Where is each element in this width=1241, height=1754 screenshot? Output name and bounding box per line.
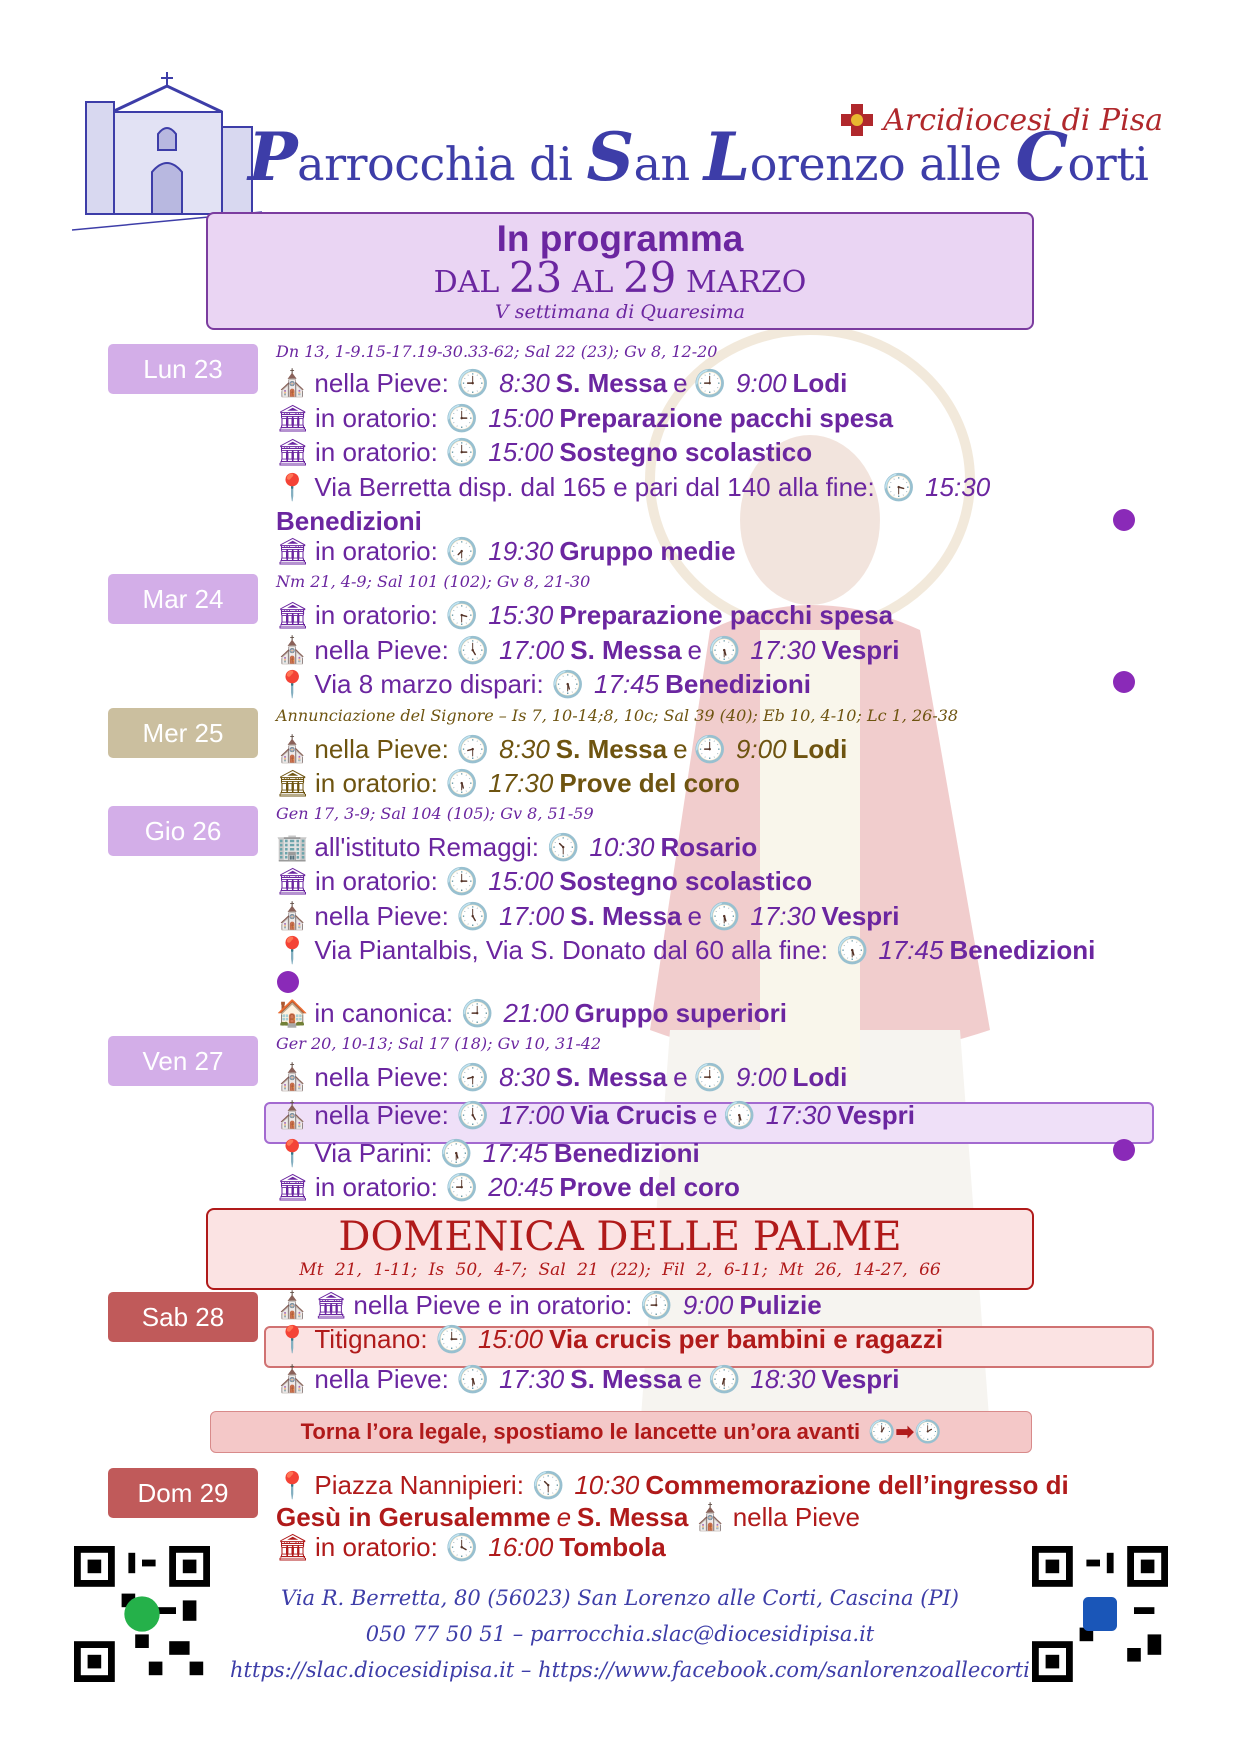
event-line: ⛪ nella Pieve: 🕘 8:30 S. Messa e 🕘 9:00 Lodi — [276, 368, 848, 398]
new-badge-icon — [1112, 670, 1136, 694]
event-line: ⛪ nella Pieve: 🕣 8:30 S. Messa e 🕘 9:00 Lodi — [276, 734, 848, 764]
day-badge: Mer 25 — [108, 708, 258, 758]
programma-title: In programma — [496, 218, 744, 259]
oratory-icon: 🏛 — [276, 768, 310, 798]
day-badge: Mar 24 — [108, 574, 258, 624]
clock-icon: 🕞 — [445, 600, 479, 630]
clock-icon: 🕓 — [445, 1532, 479, 1562]
clock-icon: 🕠 — [708, 635, 741, 665]
clock-icon: 🕠 — [445, 768, 479, 798]
programma-dates: DAL 23 AL 29 MARZO — [433, 253, 807, 302]
clock-icon: 🕒 — [445, 403, 479, 433]
church-icon: ⛪ — [276, 1062, 309, 1092]
church-icon: ⛪ — [276, 901, 309, 931]
clock-icon: 🕒 — [445, 866, 479, 896]
clock-icon: 🕣 — [456, 734, 490, 764]
church-icon: ⛪ — [276, 1100, 309, 1130]
clock-icon: 🕠 — [835, 935, 869, 965]
oratory-icon: 🏛 — [276, 866, 310, 896]
event-line: 📍 Via Berretta disp. dal 165 e pari dal 140 alla fine: 🕞 15:30 — [276, 472, 991, 502]
clock-icon: 🕣 — [456, 1062, 490, 1092]
whatsapp-qr-code[interactable] — [74, 1546, 210, 1682]
event-line: 📍 Titignano: 🕒 15:00 Via crucis per bambini e ragazzi — [276, 1324, 944, 1354]
event-line: ⛪ nella Pieve: 🕔 17:00 S. Messa e 🕠 17:30 Vespri — [276, 901, 900, 931]
event-line: ⛪ 🏛 nella Pieve e in oratorio: 🕘 9:00 Pulizie — [276, 1290, 822, 1320]
day-badge: Gio 26 — [108, 806, 258, 856]
map-pin-icon: 📍 — [276, 1470, 309, 1500]
church-icon: ⛪ — [276, 734, 309, 764]
new-badge-icon — [1112, 1138, 1136, 1162]
church-icon: ⛪ — [694, 1502, 727, 1532]
diocese-text: Arcidiocesi di Pisa — [883, 102, 1163, 138]
event-line: 🏛 in oratorio: 🕢 19:30 Gruppo medie — [276, 536, 736, 566]
clock-icon: 🕘 — [693, 1062, 726, 1092]
clock-icon: 🕠 — [551, 669, 585, 699]
clock-icon: 🕒 — [435, 1324, 468, 1354]
map-pin-icon: 📍 — [276, 1138, 309, 1168]
oratory-icon: 🏛 — [276, 536, 310, 566]
church-icon: ⛪ — [276, 368, 309, 398]
event-line: 📍 Via 8 marzo dispari: 🕠 17:45 Benedizioni — [276, 669, 812, 699]
clock-icon: 🕥 — [547, 832, 580, 862]
clock-icon: 🕘 — [693, 368, 726, 398]
event-line: 🏛 in oratorio: 🕓 16:00 Tombola — [276, 1532, 666, 1562]
clock-icon: 🕠 — [708, 901, 741, 931]
footer-address: Via R. Berretta, 80 (56023) San Lorenzo alle Corti, Cascina (PI) — [281, 1586, 959, 1610]
reading: Gen 17, 3-9; Sal 104 (105); Gv 8, 51-59 — [276, 804, 594, 823]
clock-icon: 🕔 — [456, 635, 490, 665]
footer-contacts[interactable]: 050 77 50 51 – parrocchia.slac@diocesidipisa.it — [365, 1622, 875, 1646]
day-badge: Sab 28 — [108, 1292, 258, 1342]
day-badge: Lun 23 — [108, 344, 258, 394]
reading: Ger 20, 10-13; Sal 17 (18); Gv 10, 31-42 — [276, 1034, 602, 1053]
event-line: 🏛 in oratorio: 🕒 15:00 Sostegno scolastico — [276, 866, 813, 896]
clock-icon: 🕥 — [531, 1470, 565, 1500]
church-icon: ⛪ — [276, 1364, 309, 1394]
event-line: 📍 Via Parini: 🕠 17:45 Benedizioni — [276, 1138, 700, 1168]
reading: Nm 21, 4-9; Sal 101 (102); Gv 8, 21-30 — [276, 572, 591, 591]
clock-icon: 🕘 — [693, 734, 726, 764]
event-line: 🏛 in oratorio: 🕘 20:45 Prove del coro — [276, 1172, 740, 1202]
event-line: Gesù in Gerusalemme e S. Messa ⛪ nella Pieve — [276, 1502, 860, 1532]
event-line: ⛪ nella Pieve: 🕠 17:30 S. Messa e 🕡 18:30 Vespri — [276, 1364, 900, 1394]
programma-box — [206, 212, 1034, 330]
clock-icon: 🕔 — [456, 1100, 490, 1130]
event-line: 🏢 all'istituto Remaggi: 🕥 10:30 Rosario — [276, 832, 758, 862]
day-badge: Ven 27 — [108, 1036, 258, 1086]
event-line: Benedizioni — [276, 506, 422, 536]
clock-icon: 🕞 — [882, 472, 916, 502]
parish-title: Parrocchia di San Lorenzo alle Corti — [248, 118, 1149, 196]
church-icon: ⛪ — [276, 635, 309, 665]
reading: Annunciazione del Signore – Is 7, 10-14;8, 10c; Sal 39 (40); Eb 10, 4-10; Lc 1, 26-38 — [276, 706, 959, 725]
clock-icon: 🕢 — [445, 536, 479, 566]
daylight-saving-notice: Torna l’ora legale, spostiamo le lancette un’ora avanti 🕐➡🕑 — [210, 1411, 1032, 1453]
palme-box — [206, 1208, 1034, 1290]
oratory-icon: 🏛 — [276, 403, 310, 433]
event-line: 🏛 in oratorio: 🕒 15:00 Sostegno scolastico — [276, 437, 813, 467]
event-line: ⛪ nella Pieve: 🕔 17:00 Via Crucis e 🕠 17:30 Vespri — [276, 1100, 915, 1130]
palme-title: DOMENICA DELLE PALME — [338, 1214, 902, 1260]
event-line: 🏛 in oratorio: 🕠 17:30 Prove del coro — [276, 768, 740, 798]
map-pin-icon: 📍 — [276, 1324, 309, 1354]
event-line: ⛪ nella Pieve: 🕔 17:00 S. Messa e 🕠 17:30 Vespri — [276, 635, 900, 665]
oratory-icon: 🏛 — [276, 437, 310, 467]
event-line: ⛪ nella Pieve: 🕣 8:30 S. Messa e 🕘 9:00 Lodi — [276, 1062, 848, 1092]
clock-icon: 🕒 — [445, 437, 479, 467]
church-logo — [72, 72, 262, 232]
map-pin-icon: 📍 — [276, 472, 309, 502]
footer-web[interactable]: https://slac.diocesidipisa.it – https://www.facebook.com/sanlorenzoallecorti — [230, 1658, 1030, 1682]
clock-icon: 🕠 — [723, 1100, 756, 1130]
clock-icon: 🕘 — [445, 1172, 479, 1202]
event-line: 🏠 in canonica: 🕘 21:00 Gruppo superiori — [276, 998, 787, 1028]
map-pin-icon: 📍 — [276, 935, 309, 965]
clock-icon: 🕘 — [456, 368, 490, 398]
clock-icon: 🕠 — [440, 1138, 473, 1168]
church-icon: ⛪ — [276, 1290, 309, 1320]
new-badge-icon — [1112, 508, 1136, 532]
reading: Dn 13, 1-9.15-17.19-30.33-62; Sal 22 (23); Gv 8, 12-20 — [276, 342, 718, 361]
programma-week: V settimana di Quaresima — [495, 301, 745, 323]
clock-icon: 🕠 — [456, 1364, 490, 1394]
day-badge: Dom 29 — [108, 1468, 258, 1518]
map-pin-icon: 📍 — [276, 669, 309, 699]
oratory-icon: 🏛 — [276, 1172, 310, 1202]
event-line: 📍 Piazza Nannipieri: 🕥 10:30 Commemorazione dell’ingresso di — [276, 1470, 1069, 1500]
clock-forward-icon: 🕐➡🕑 — [868, 1419, 942, 1444]
institute-icon: 🏢 — [276, 832, 309, 862]
clock-icon: 🕘 — [640, 1290, 673, 1320]
oratory-icon: 🏛 — [276, 600, 310, 630]
oratory-icon: 🏛 — [276, 1532, 310, 1562]
rectory-icon: 🏠 — [276, 998, 309, 1028]
event-line: 📍 Via Piantalbis, Via S. Donato dal 60 alla fine: 🕠 17:45 Benedizioni — [276, 935, 1096, 965]
oratory-icon: 🏛 — [314, 1290, 348, 1320]
event-line: 🏛 in oratorio: 🕞 15:30 Preparazione pacchi spesa — [276, 600, 894, 630]
clock-icon: 🕔 — [456, 901, 490, 931]
clock-icon: 🕡 — [708, 1364, 741, 1394]
clock-icon: 🕘 — [461, 998, 494, 1028]
new-badge-icon — [276, 970, 300, 994]
event-line: 🏛 in oratorio: 🕒 15:00 Preparazione pacchi spesa — [276, 403, 894, 433]
paypal-qr-code[interactable] — [1032, 1546, 1168, 1682]
palme-reading: Mt 21, 1-11; Is 50, 4-7; Sal 21 (22); Fil 2, 6-11; Mt 26, 14-27, 66 — [299, 1260, 941, 1280]
